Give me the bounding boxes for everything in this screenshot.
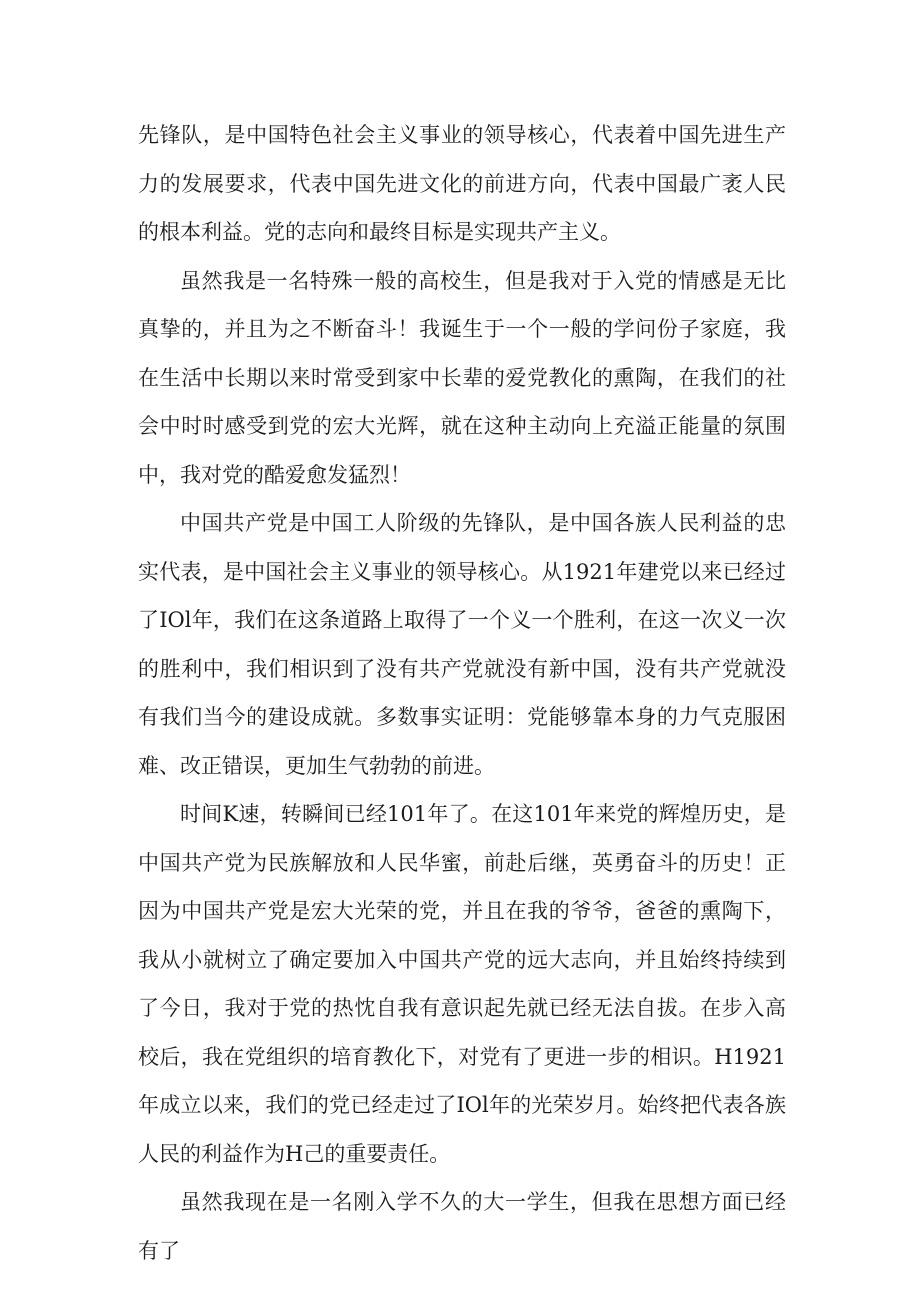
paragraph-3: 中国共产党是中国工人阶级的先锋队，是中国各族人民利益的忠实代表，是中国社会主义事业的领导核心。从1921年建党以来已经过了IOl年，我们在这条道路上取得了一个义一个胜利，在这一次义一次的胜利中，我们相识到了没有共产党就没有新中国，没有共产党就没有我们当今的建设成就。多数事实证明：党能够靠本身的力气克服困难、改正错误，更加生气勃勃的前进。 xyxy=(138,511,786,778)
document-body xyxy=(138,111,786,1275)
paragraph-5: 虽然我现在是一名刚入学不久的大一学生，但我在思想方面已经有了 xyxy=(138,1190,786,1263)
paragraph-1: 先锋队，是中国特色社会主义事业的领导核心，代表着中国先进生产力的发展要求，代表中国先进文化的前进方向，代表中国最广袤人民的根本利益。党的志向和最终目标是实现共产主义。 xyxy=(138,123,786,244)
paragraph-2: 虽然我是一名特殊一般的高校生，但是我对于入党的情感是无比真挚的，并且为之不断奋斗！我诞生于一个一般的学问份子家庭，我在生活中长期以来时常受到家中长辈的爱党教化的熏陶，在我们的社会中时时感受到党的宏大光辉，就在这种主动向上充溢正能量的氛围中，我对党的酷爱愈发猛烈！ xyxy=(138,268,786,487)
paragraph-4: 时间K速，转瞬间已经101年了。在这101年来党的辉煌历史，是中国共产党为民族解放和人民华蜜，前赴后继，英勇奋斗的历史！正因为中国共产党是宏大光荣的党，并且在我的爷爷，爸爸的熏陶下，我从小就树立了确定要加入中国共产党的远大志向，并且始终持续到了今日，我对于党的热忱自我有意识起先就已经无法自拔。在步入高校后，我在党组织的培育教化下，对党有了更进一步的相识。H1921年成立以来，我们的党已经走过了IOl年的光荣岁月。始终把代表各族人民的利益作为H己的重要责任。 xyxy=(138,802,786,1166)
